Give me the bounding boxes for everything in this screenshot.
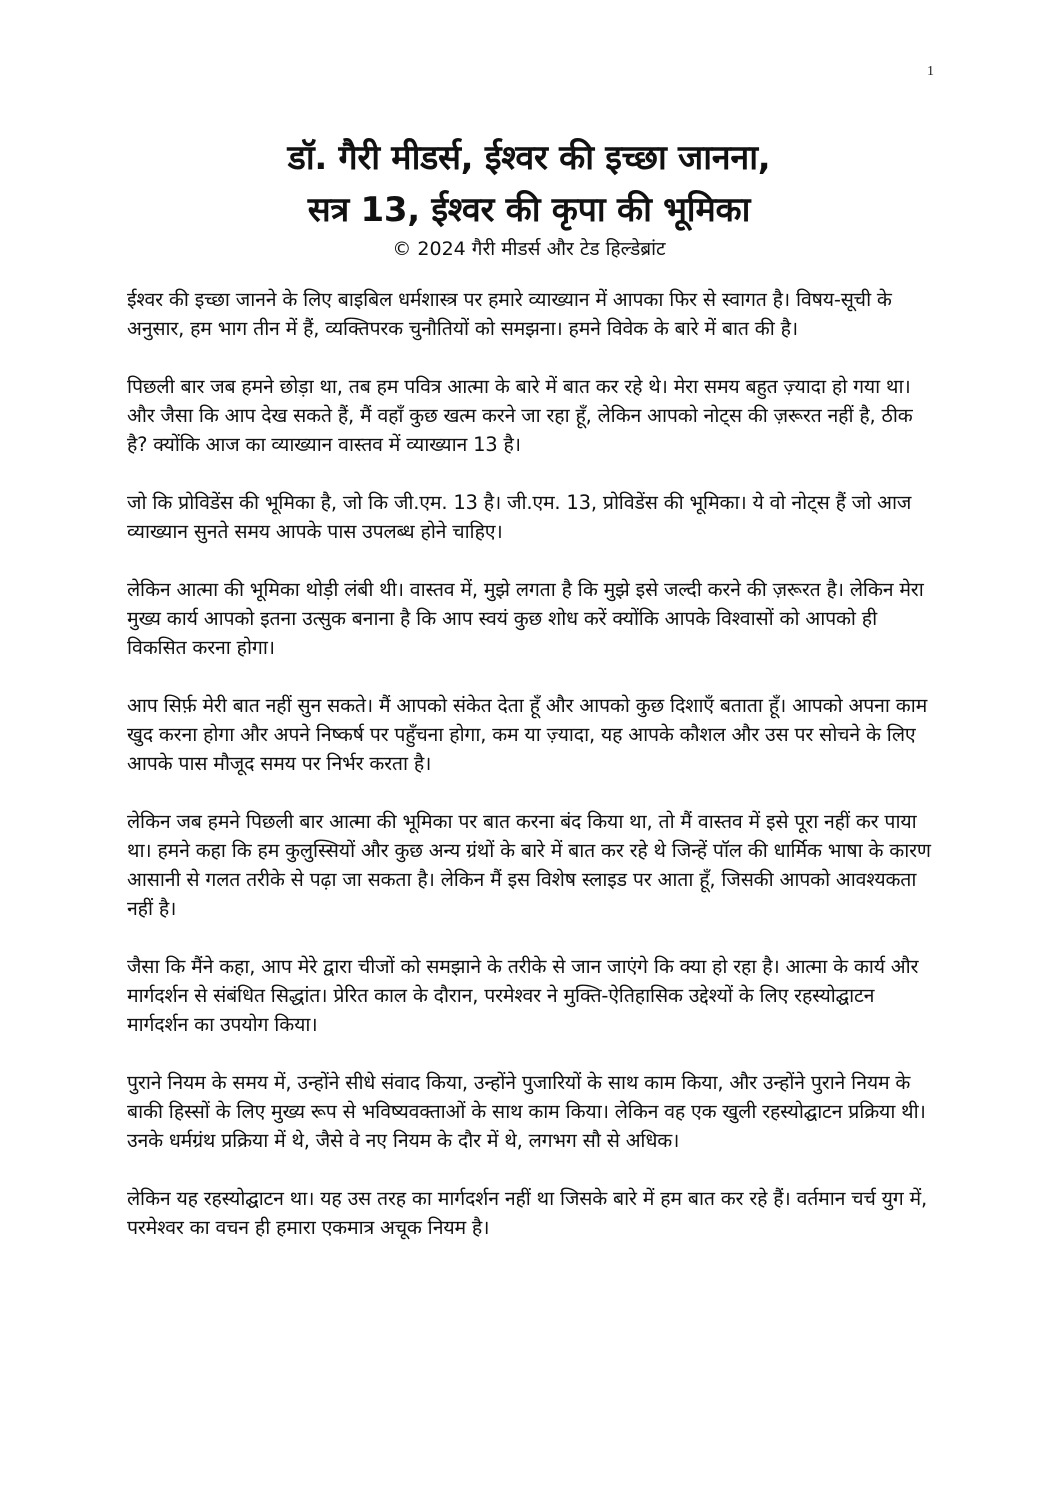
paragraph-2: पिछली बार जब हमने छोड़ा था, तब हम पवित्र आत्मा के बारे में बात कर रहे थे। मेरा समय बहुत ज़्यादा हो गया था। और जैसा कि आप देख सकते हैं, मैं वहाँ कुछ खत्म करने जा रहा हूँ, लेकिन आपको नोट्स की ज़रूरत नहीं है, ठीक है? क्योंकि आज का व्याख्यान वास्तव में व्याख्यान 13 है। [127,375,913,456]
paragraph-7: जैसा कि मैंने कहा, आप मेरे द्वारा चीजों को समझाने के तरीके से जान जाएंगे कि क्या हो रहा है। आत्मा के कार्य और मार्गदर्शन से संबंधित सिद्धांत। प्रेरित काल के दौरान, परमेश्वर ने मुक्ति-ऐतिहासिक उद्देश्यों के लिए रहस्योद्घाटन मार्गदर्शन का उपयोग किया। [127,955,919,1036]
document-header [0,132,1058,262]
paragraph-1: ईश्वर की इच्छा जानने के लिए बाइबिल धर्मशास्त्र पर हमारे व्याख्यान में आपका फिर से स्वागत है। विषय-सूची के अनुसार, हम भाग तीन में हैं, व्यक्तिपरक चुनौतियों को समझना। हमने विवेक के बारे में बात की है। [127,288,892,340]
paragraph-5: आप सिर्फ़ मेरी बात नहीं सुन सकते। मैं आपको संकेत देता हूँ और आपको कुछ दिशाएँ बताता हूँ। आपको अपना काम खुद करना होगा और अपने निष्कर्ष पर पहुँचना होगा, कम या ज़्यादा, यह आपके कौशल और उस पर सोचने के लिए आपके पास मौजूद समय पर निर्भर करता है। [127,694,928,775]
paragraph-3: जो कि प्रोविडेंस की भूमिका है, जो कि जी.एम. 13 है। जी.एम. 13, प्रोविडेंस की भूमिका। ये वो नोट्स हैं जो आज व्याख्यान सुनते समय आपके पास उपलब्ध होने चाहिए। [127,491,912,543]
paragraph-6: लेकिन जब हमने पिछली बार आत्मा की भूमिका पर बात करना बंद किया था, तो मैं वास्तव में इसे पूरा नहीं कर पाया था। हमने कहा कि हम कुलुस्सियों और कुछ अन्य ग्रंथों के बारे में बात कर रहे थे जिन्हें पॉल की धार्मिक भाषा के कारण आसानी से गलत तरीके से पढ़ा जा सकता है। लेकिन मैं इस विशेष स्लाइड पर आता हूँ, जिसकी आपको आवश्यकता नहीं है। [127,810,931,920]
title-line-2: सत्र 13, ईश्वर की कृपा की भूमिका [307,190,751,230]
document-body [127,285,937,1271]
copyright-line: © 2024 गैरी मीडर्स और टेड हिल्डेब्रांट [392,238,666,260]
paragraph-9: लेकिन यह रहस्योद्घाटन था। यह उस तरह का मार्गदर्शन नहीं था जिसके बारे में हम बात कर रहे हैं। वर्तमान चर्च युग में, परमेश्वर का वचन ही हमारा एकमात्र अचूक नियम है। [127,1187,927,1239]
title-line-1: डॉ. गैरी मीडर्स, ईश्वर की इच्छा जानना, [287,138,771,178]
page-number: 1 [927,64,934,79]
paragraph-4: लेकिन आत्मा की भूमिका थोड़ी लंबी थी। वास्तव में, मुझे लगता है कि मुझे इसे जल्दी करने की ज़रूरत है। लेकिन मेरा मुख्य कार्य आपको इतना उत्सुक बनाना है कि आप स्वयं कुछ शोध करें क्योंकि आपके विश्वासों को आपको ही विकसित करना होगा। [127,578,924,659]
paragraph-8: पुराने नियम के समय में, उन्होंने सीधे संवाद किया, उन्होंने पुजारियों के साथ काम किया, और उन्होंने पुराने नियम के बाकी हिस्सों के लिए मुख्य रूप से भविष्यवक्ताओं के साथ काम किया। लेकिन वह एक खुली रहस्योद्घाटन प्रक्रिया थी। उनके धर्मग्रंथ प्रक्रिया में थे, जैसे वे नए नियम के दौर में थे, लगभग सौ से अधिक। [127,1071,926,1152]
